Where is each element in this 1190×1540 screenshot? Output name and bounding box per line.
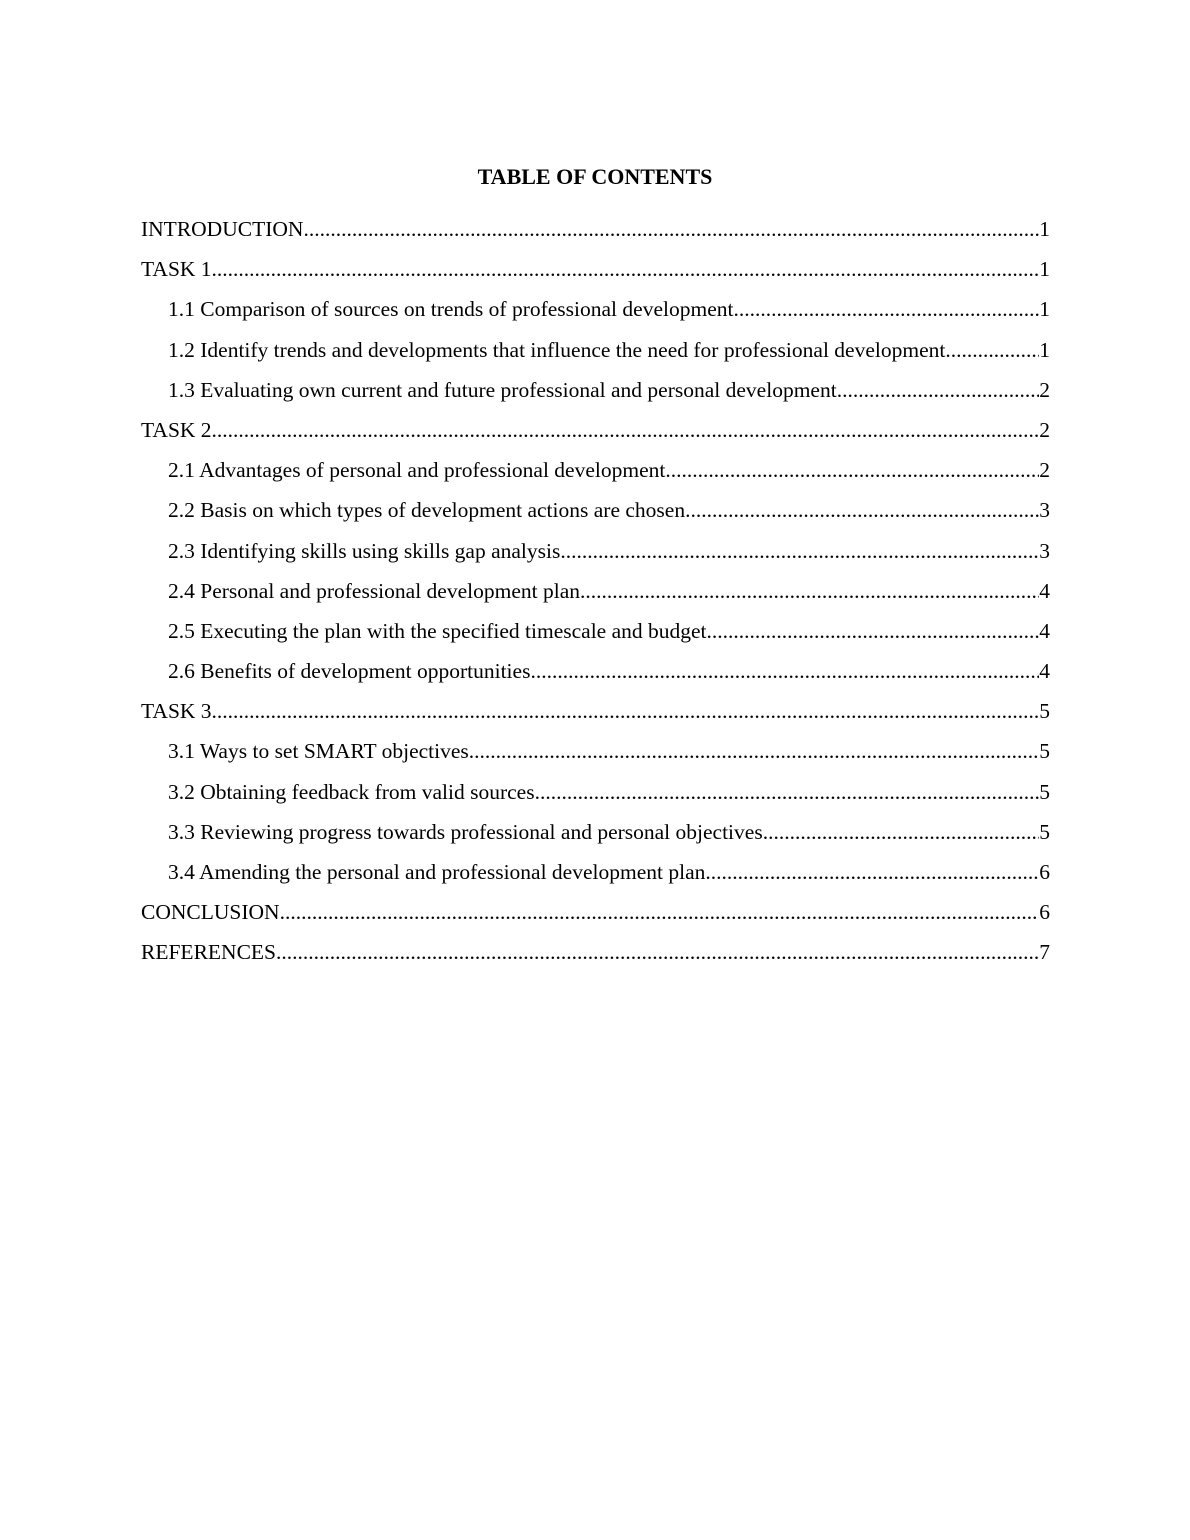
toc-entry-label: REFERENCES — [141, 940, 276, 965]
toc-entry-label: 1.1 Comparison of sources on trends of professional development — [168, 297, 734, 322]
toc-dot-leader — [280, 897, 1040, 927]
toc-entry-page-number: 3 — [1039, 538, 1050, 563]
toc-entry[interactable] — [141, 817, 1050, 857]
toc-entry-page-number: 5 — [1039, 779, 1050, 804]
toc-entry[interactable] — [141, 616, 1050, 656]
toc-list — [141, 214, 1050, 978]
toc-entry-label: 2.3 Identifying skills using skills gap analysis — [168, 538, 561, 563]
toc-entry[interactable] — [141, 375, 1050, 415]
toc-entry-label: 1.2 Identify trends and developments that influence the need for professional development — [168, 337, 946, 362]
toc-entry-page-number: 6 — [1039, 900, 1050, 925]
toc-entry-label: 1.3 Evaluating own current and future professional and personal development — [168, 377, 837, 402]
toc-entry[interactable] — [141, 294, 1050, 334]
toc-entry-page-number: 2 — [1039, 458, 1050, 483]
toc-entry-label: 3.4 Amending the personal and professional development plan — [168, 860, 706, 884]
toc-dot-leader — [837, 375, 1040, 405]
toc-dot-leader — [530, 656, 1039, 686]
toc-entry-page-number: 1 — [1039, 217, 1050, 241]
toc-entry-label: TASK 3 — [141, 699, 212, 724]
toc-entry-page-number: 4 — [1039, 659, 1050, 684]
toc-dot-leader — [733, 294, 1039, 324]
toc-entry[interactable] — [141, 254, 1050, 294]
toc-entry-label: 3.2 Obtaining feedback from valid sources — [168, 779, 535, 804]
toc-entry[interactable] — [141, 777, 1050, 817]
toc-entry-page-number: 1 — [1039, 297, 1050, 322]
toc-entry-label: 3.3 Reviewing progress towards professional and personal objectives — [168, 819, 763, 844]
toc-entry-label: 2.6 Benefits of development opportunities — [168, 659, 531, 684]
toc-dot-leader — [303, 214, 1039, 244]
toc-entry[interactable] — [141, 495, 1050, 535]
toc-entry-label: INTRODUCTION — [141, 217, 304, 241]
toc-dot-leader — [276, 937, 1039, 967]
toc-entry[interactable] — [141, 897, 1050, 937]
toc-entry-label: 2.5 Executing the plan with the specified timescale and budget — [168, 618, 707, 643]
toc-entry-label: TASK 1 — [141, 257, 212, 282]
toc-entry[interactable] — [141, 415, 1050, 455]
toc-dot-leader — [469, 736, 1039, 766]
toc-entry[interactable] — [141, 736, 1050, 776]
toc-entry-page-number: 1 — [1039, 337, 1050, 362]
toc-entry-page-number: 4 — [1039, 578, 1050, 603]
toc-entry-page-number: 2 — [1039, 377, 1050, 402]
toc-dot-leader — [705, 857, 1039, 887]
toc-entry-label: 3.1 Ways to set SMART objectives — [168, 739, 469, 764]
toc-entry[interactable] — [141, 696, 1050, 736]
toc-entry[interactable] — [141, 656, 1050, 696]
toc-title: TABLE OF CONTENTS — [477, 164, 713, 189]
toc-entry-page-number: 6 — [1039, 860, 1050, 884]
toc-entry-page-number: 1 — [1039, 257, 1050, 282]
toc-entry-page-number: 4 — [1039, 618, 1050, 643]
toc-dot-leader — [580, 576, 1039, 606]
toc-entry-page-number: 3 — [1039, 498, 1050, 523]
toc-dot-leader — [665, 455, 1039, 485]
toc-entry-label: 2.4 Personal and professional development plan — [168, 578, 580, 603]
toc-entry[interactable] — [141, 335, 1050, 375]
toc-entry-label: CONCLUSION — [141, 900, 280, 925]
toc-entry[interactable] — [141, 937, 1050, 977]
toc-dot-leader — [763, 817, 1040, 847]
toc-dot-leader — [945, 335, 1039, 365]
toc-entry[interactable] — [141, 455, 1050, 495]
toc-entry[interactable] — [141, 857, 1050, 897]
toc-entry-page-number: 5 — [1039, 819, 1050, 844]
toc-entry-page-number: 7 — [1039, 940, 1050, 965]
toc-dot-leader — [535, 777, 1040, 807]
toc-dot-leader — [212, 415, 1040, 445]
toc-entry-label: 2.1 Advantages of personal and professional development — [168, 458, 666, 483]
toc-dot-leader — [685, 495, 1039, 525]
toc-entry[interactable] — [141, 214, 1050, 254]
toc-entry[interactable] — [141, 536, 1050, 576]
toc-entry-page-number: 2 — [1039, 417, 1050, 442]
toc-entry-label: TASK 2 — [141, 417, 212, 442]
toc-entry-page-number: 5 — [1039, 699, 1050, 724]
toc-dot-leader — [707, 616, 1040, 646]
toc-dot-leader — [560, 536, 1039, 566]
toc-entry-label: 2.2 Basis on which types of development actions are chosen — [168, 498, 686, 523]
toc-entry-page-number: 5 — [1039, 739, 1050, 764]
toc-dot-leader — [212, 254, 1040, 284]
toc-entry[interactable] — [141, 576, 1050, 616]
toc-dot-leader — [212, 696, 1040, 726]
